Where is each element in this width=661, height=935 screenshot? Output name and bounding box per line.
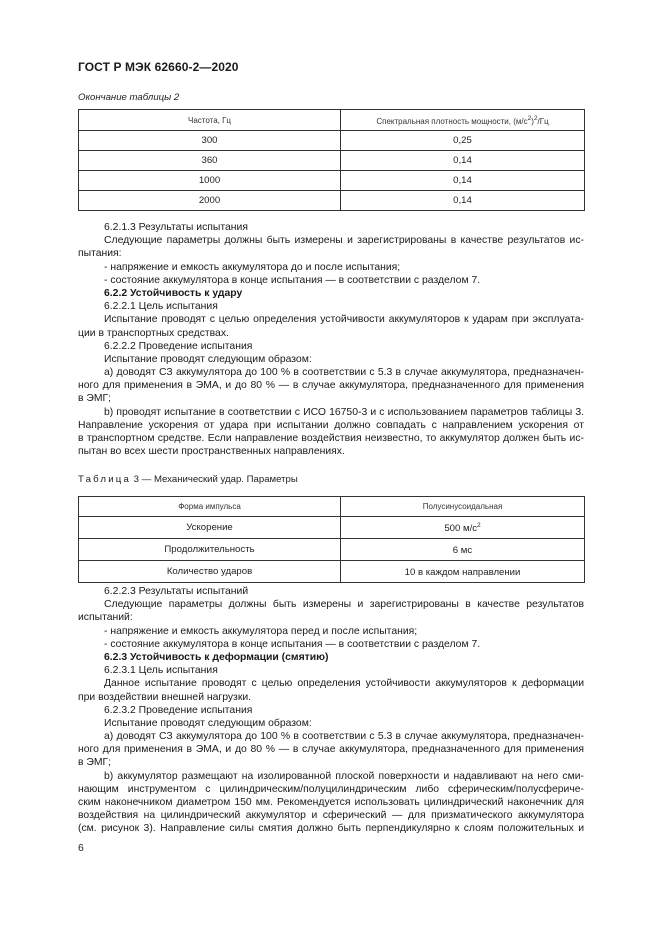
table-cell: 500 $м/с^2$ xyxy=(341,517,585,539)
paragraph-line: испытаний: xyxy=(78,612,133,624)
table3-col-half-sine: Полусинусоидальная xyxy=(341,497,585,517)
table-row xyxy=(79,517,585,539)
table2-caption: Окончание таблицы 2 xyxy=(78,92,180,103)
paragraph-line: (см. рисунок 3). Направление силы смятия должно быть перпендикулярно к слоям положительных и xyxy=(78,823,584,835)
section-heading: 6.2.3 Устойчивость к деформации (смятию) xyxy=(104,651,329,663)
paragraph-line: в транспортном средстве. Если направление воздействия неизвестно, то аккумулятор должен быть ис- xyxy=(78,433,584,444)
table2-col-frequency: Частота, Гц xyxy=(79,110,341,131)
table-row xyxy=(79,191,585,211)
paragraph-line: нающим инструментом с цилиндрическим/полуцилиндрическим либо сферическим/полусфериче- xyxy=(78,783,584,795)
paragraph-line: при воздействии внешней нагрузки. xyxy=(78,691,252,703)
page-number: 6 xyxy=(78,843,84,854)
paragraph-line: а) доводят СЗ аккумулятора до 100 % в соответствии с 5.3 в случае аккумулятора, предназначен- xyxy=(104,731,584,743)
table-cell: 360 xyxy=(79,151,341,171)
paragraph-line: b) аккумулятор размещают на изолированной плоской поверхности и надавливают на него сми- xyxy=(104,770,584,782)
table-row xyxy=(79,131,585,151)
paragraph-line: ским наконечником диаметром 150 мм. Рекомендуется использовать цилиндрический наконечник для xyxy=(78,797,584,808)
table3-header-row xyxy=(79,497,585,517)
subsection-heading: 6.2.2.2 Проведение испытания xyxy=(104,340,253,352)
subsection-heading: 6.2.3.2 Проведение испытания xyxy=(104,704,253,716)
paragraph-line: а) доводят СЗ аккумулятора до 100 % в соответствии с 5.3 в случае аккумулятора, предназначен- xyxy=(104,367,584,379)
table2-header-row xyxy=(79,110,585,131)
table-row xyxy=(79,539,585,561)
table-cell: 10 в каждом направлении xyxy=(341,561,585,583)
subsection-heading: 6.2.1.3 Результаты испытания xyxy=(104,222,248,233)
subsection-heading: 6.2.2.3 Результаты испытаний xyxy=(104,586,249,597)
table-row xyxy=(79,561,585,583)
table-row xyxy=(79,151,585,171)
table-cell: 0,14 xyxy=(341,191,585,211)
table3-title: Таблица 3 — Механический удар. Параметры xyxy=(78,474,298,485)
list-item: - напряжение и емкость аккумулятора до и после испытания; xyxy=(104,261,401,273)
list-item: - состояние аккумулятора в конце испытания — в соответствии с разделом 7. xyxy=(104,274,481,286)
subsection-heading: 6.2.2.1 Цель испытания xyxy=(104,301,218,313)
table-cell: 0,14 xyxy=(341,151,585,171)
paragraph-line: в ЭМГ; xyxy=(78,393,112,405)
table-row xyxy=(79,171,585,191)
table-cell: 6 мс xyxy=(341,539,585,561)
table-cell: Ускорение xyxy=(79,517,341,539)
table-cell: 1000 xyxy=(79,171,341,191)
table-cell: Продолжительность xyxy=(79,539,341,561)
section-6-2-2-3-to-6-2-3 xyxy=(78,585,584,836)
table-cell: 0,14 xyxy=(341,171,585,191)
list-item: - состояние аккумулятора в конце испытания — в соответствии с разделом 7. xyxy=(104,638,481,650)
table3-col-pulse-shape: Форма импульса xyxy=(79,497,341,517)
paragraph-line: ного для применения в ЭМА, и до 80 % — в случае аккумулятора, предназначенного для применения xyxy=(78,744,584,756)
paragraph-line: Испытание проводят с целью определения устойчивости аккумуляторов к ударам при эксплуата- xyxy=(104,314,584,326)
paragraph-line: Испытание проводят следующим образом: xyxy=(104,717,312,729)
section-heading: 6.2.2 Устойчивость к удару xyxy=(104,287,243,299)
paragraph-line: Следующие параметры должны быть измерены и зарегистрированы в качестве результатов ис- xyxy=(104,235,584,247)
paragraph-line: Данное испытание проводят с целью определения устойчивости аккумуляторов к деформации xyxy=(104,678,584,690)
table3 xyxy=(78,496,585,583)
table-cell: Количество ударов xyxy=(79,561,341,583)
paragraph-line: пытан во всех шести пространственных направлениях. xyxy=(78,446,345,458)
paragraph-line: Следующие параметры должны быть измерены и зарегистрированы в качестве результатов xyxy=(104,599,584,611)
table-cell: 2000 xyxy=(79,191,341,211)
list-item: - напряжение и емкость аккумулятора перед и после испытания; xyxy=(104,625,418,637)
table2 xyxy=(78,109,585,211)
paragraph-line: Испытание проводят следующим образом: xyxy=(104,353,312,365)
paragraph-line: b) проводят испытание в соответствии с ИСО 16750-3 и с использованием параметров таблицы 3. xyxy=(104,406,584,418)
table-cell: 300 xyxy=(79,131,341,151)
table-cell: 0,25 xyxy=(341,131,585,151)
standard-header: ГОСТ Р МЭК 62660-2—2020 xyxy=(78,60,239,74)
section-6-2-1-3-to-6-2-2 xyxy=(78,221,584,458)
table2-col-psd: Спектральная плотность мощности, $(м/с^2)^2/Гц$ xyxy=(341,110,585,131)
paragraph-line: воздействия на цилиндрический аккумулятор и сферический — для призматического аккумулятора xyxy=(78,810,584,822)
paragraph-line: ции в транспортных средствах. xyxy=(78,327,229,339)
subsection-heading: 6.2.3.1 Цель испытания xyxy=(104,665,218,677)
paragraph-line: пытания: xyxy=(78,248,122,260)
paragraph-line: Направление ускорения от удара при испытании должно совпадать с направлением ускорения от xyxy=(78,419,584,431)
paragraph-line: в ЭМГ; xyxy=(78,757,112,769)
paragraph-line: ного для применения в ЭМА, и до 80 % — в случае аккумулятора, предназначенного для применения xyxy=(78,380,584,392)
